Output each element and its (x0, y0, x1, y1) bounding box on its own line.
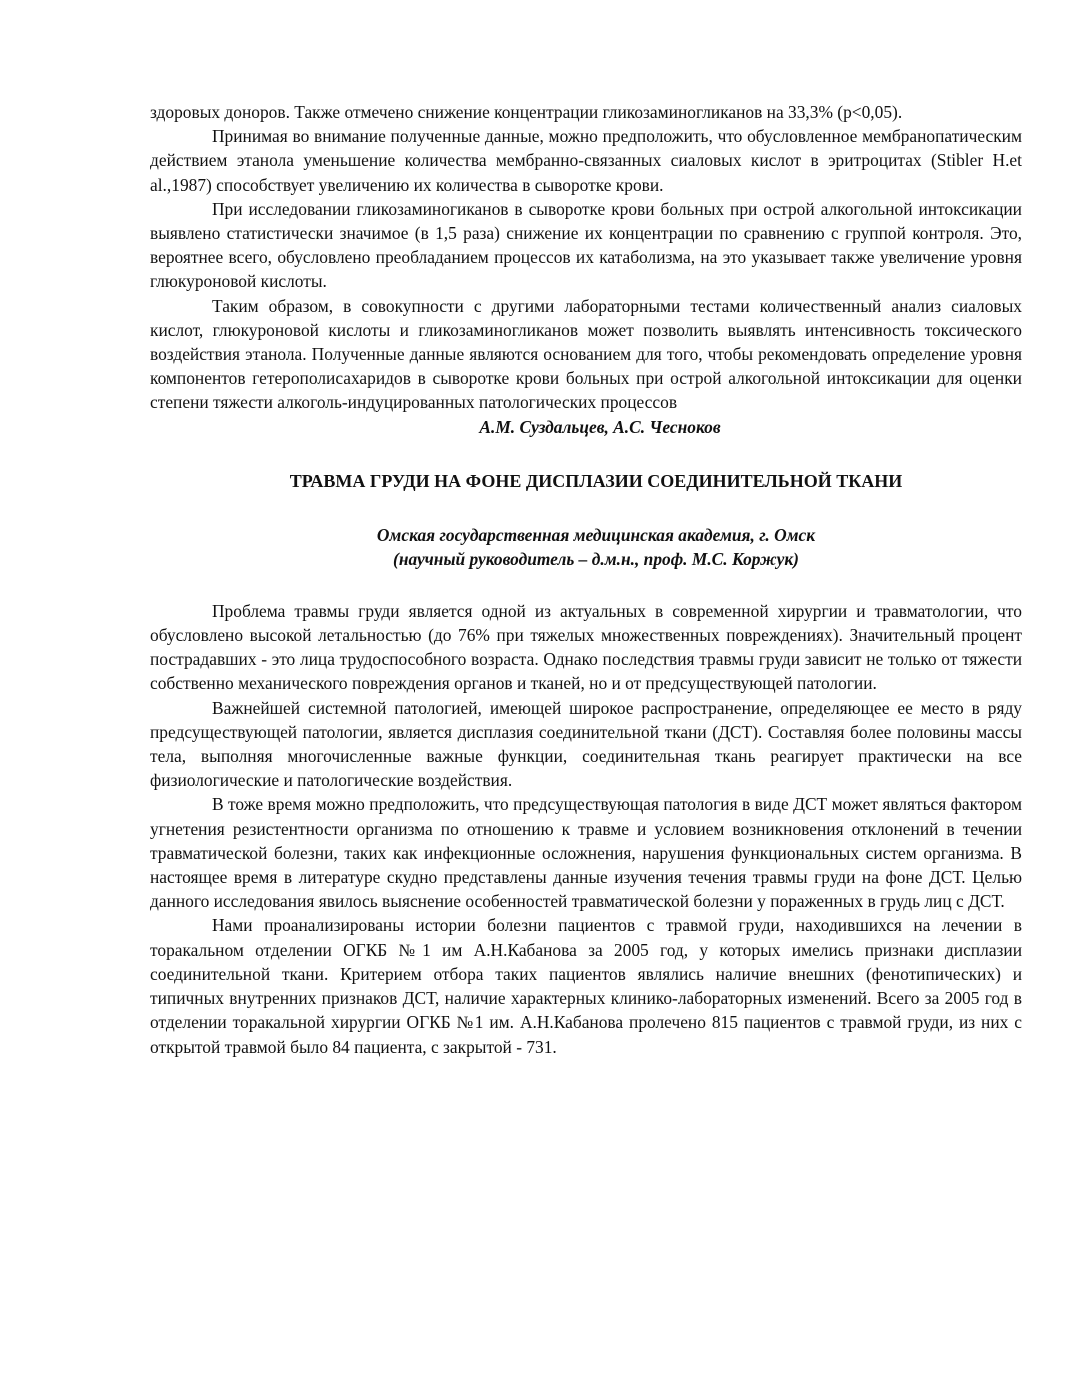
article-authors: А.М. Суздальцев, А.С. Чесноков (479, 416, 721, 437)
paragraph: Нами проанализированы истории болезни пациентов с травмой груди, находившихся на лечении в торакальном отделении ОГКБ №1 им А.Н.Кабанова за 2005 год, у которых имелись признаки дисплазии соединительной ткани. Критерием отбора таких пациентов являлись наличие внешних (фенотипических) и типичных внутренних признаков ДСТ, наличие характерных клинико-лабораторных изменений. Всего за 2005 год в отделении торакальной хирургии ОГКБ №1 им. А.Н.Кабанова пролечено 815 пациентов с травмой груди, из них с открытой травмой было 84 пациента, с закрытой - 731. (150, 915, 1022, 1057)
paragraph: Таким образом, в совокупности с другими лабораторными тестами количественный анализ сиаловых кислот, глюкуроновой кислоты и гликозаминогликанов может позволить выявлять интенсивность токсического воздействия этанола. Полученные данные являются основанием для того, чтобы рекомендовать определение уровня компонентов гетерополисахаридов в сыворотке крови больных при острой алкогольной интоксикации для оценки степени тяжести алкоголь-индуцированных патологических процессов (150, 295, 1022, 413)
article-affiliation (150, 523, 1022, 571)
affiliation-line: Омская государственная медицинская академия, г. Омск (376, 524, 816, 545)
paragraph: здоровых доноров. Также отмечено снижение концентрации гликозаминогликанов на 33,3% (р<0,05). (150, 102, 903, 122)
paragraph: В тоже время можно предположить, что предсуществующая патология в виде ДСТ может являться фактором угнетения резистентности организма по отношению к травме и условием возникновения отклонений в течении травматической болезни, таких как инфекционные осложнения, нарушения функциональных систем организма. В настоящее время в литературе скудно представлены данные изучения течения травмы груди на фоне ДСТ. Целью данного исследования явилось выяснение особенностей травматической болезни у пораженных в грудь лиц с ДСТ. (150, 794, 1022, 912)
paragraph: Принимая во внимание полученные данные, можно предположить, что обусловленное мембранопатическим действием этанола уменьшение количества мембранно-связанных сиаловых кислот в эритроцитах (Stibler H.et al.,1987) способствует увеличению их количества в сыворотке крови. (150, 126, 1022, 195)
spacer (150, 571, 1022, 599)
paragraph: При исследовании гликозаминогиканов в сыворотке крови больных при острой алкогольной интоксикации выявлено статистически значимое (в 1,5 раза) снижение их концентрации по сравнению с группой контроля. Это, вероятнее всего, обусловлено преобладанием процессов их катаболизма, на это указывает также увеличение уровня глюкуроновой кислоты. (150, 198, 1022, 292)
document-page (150, 100, 1022, 1059)
article-title: ТРАВМА ГРУДИ НА ФОНЕ ДИСПЛАЗИИ СОЕДИНИТЕЛЬНОЙ ТКАНИ (289, 470, 903, 491)
supervisor-line: (научный руководитель – д.м.н., проф. М.С. Коржук) (393, 548, 799, 569)
paragraph: Проблема травмы груди является одной из актуальных в современной хирургии и травматологии, что обусловлено высокой летальностью (до 76% при тяжелых множественных повреждениях). Значительный процент пострадавших - это лица трудоспособного возраста. Однако последствия травмы груди зависит не только от тяжести собственно механического повреждения органов и тканей, но и от предсуществующей патологии. (150, 600, 1022, 694)
paragraph: Важнейшей системной патологией, имеющей широкое распространение, определяющее ее место в ряду предсуществующей патологии, является дисплазия соединительной ткани (ДСТ). Составляя более половины массы тела, выполняя многочисленные важные функции, соединительная ткань реагирует практически на все физиологические и патологические воздействия. (150, 697, 1022, 791)
